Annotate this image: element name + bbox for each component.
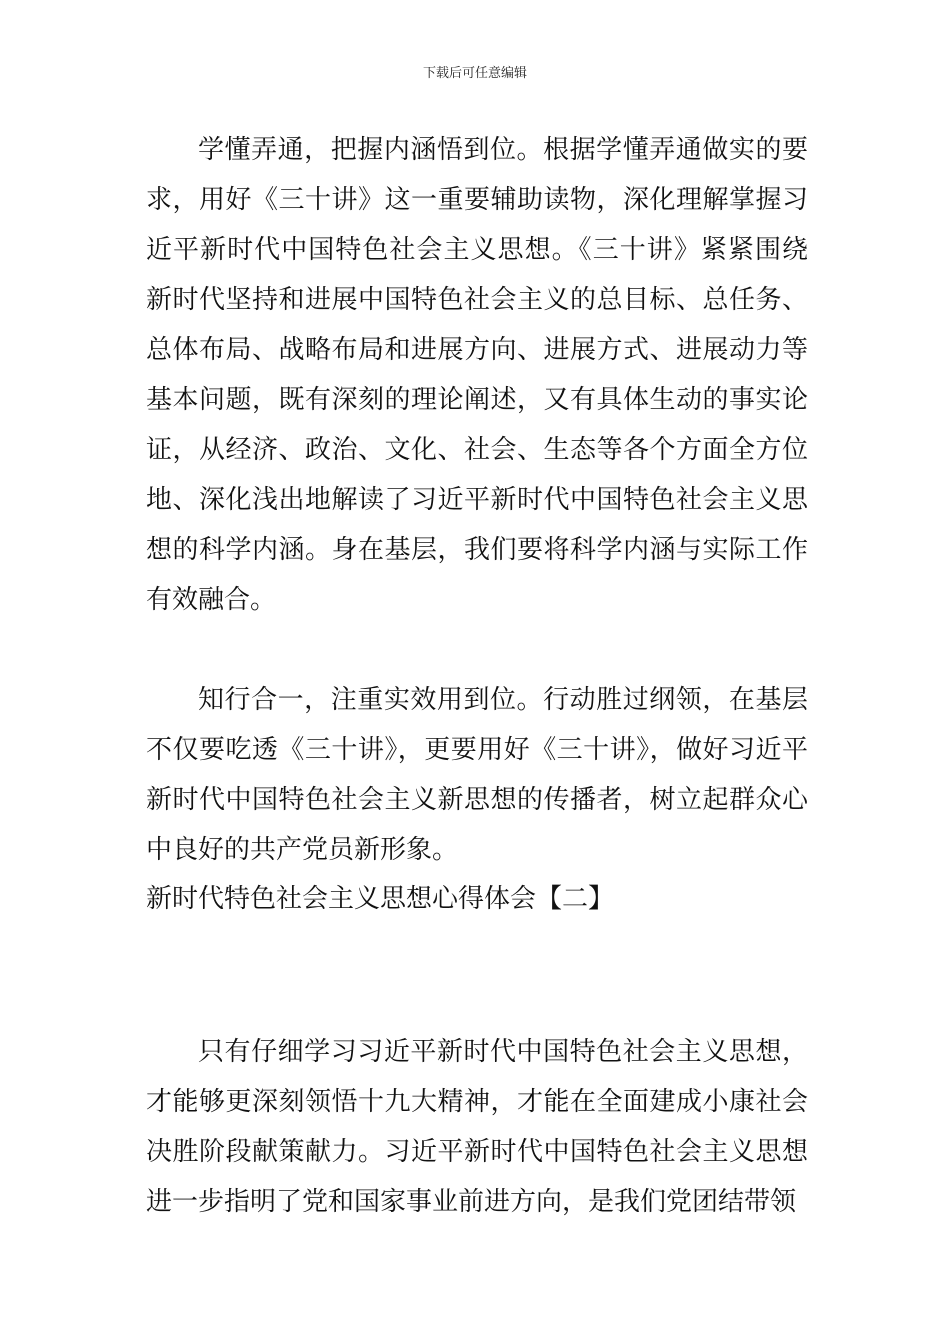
paragraph-understanding: 学懂弄通，把握内涵悟到位。根据学懂弄通做实的要求，用好《三十讲》这一重要辅助读物，深化理解掌握习近平新时代中国特色社会主义思想。《三十讲》紧紧围绕新时代坚持和进展中国特色社会主义的总目标、总任务、总体布局、战略布局和进展方向、进展方式、进展动力等基本问题，既有深刻的理论阐述，又有具体生动的事实论证，从经济、政治、文化、社会、生态等各个方面全方位地、深化浅出地解读了习近平新时代中国特色社会主义思想的科学内涵。身在基层，我们要将科学内涵与实际工作有效融合。 <box>146 135 808 615</box>
header-note: 下载后可任意编辑 <box>422 66 527 81</box>
paragraph-study: 只有仔细学习习近平新时代中国特色社会主义思想，才能够更深刻领悟十九大精神，才能在全面建成小康社会决胜阶段献策献力。习近平新时代中国特色社会主义思想进一步指明了党和国家事业前进方向，是我们党团结带领 <box>146 1037 808 1217</box>
section-heading: 新时代特色社会主义思想心得体会【二】 <box>146 884 615 914</box>
paragraph-practice: 知行合一，注重实效用到位。行动胜过纲领，在基层不仅要吃透《三十讲》，更要用好《三十讲》，做好习近平新时代中国特色社会主义新思想的传播者，树立起群众心中良好的共产党员新形象。 <box>146 685 808 865</box>
